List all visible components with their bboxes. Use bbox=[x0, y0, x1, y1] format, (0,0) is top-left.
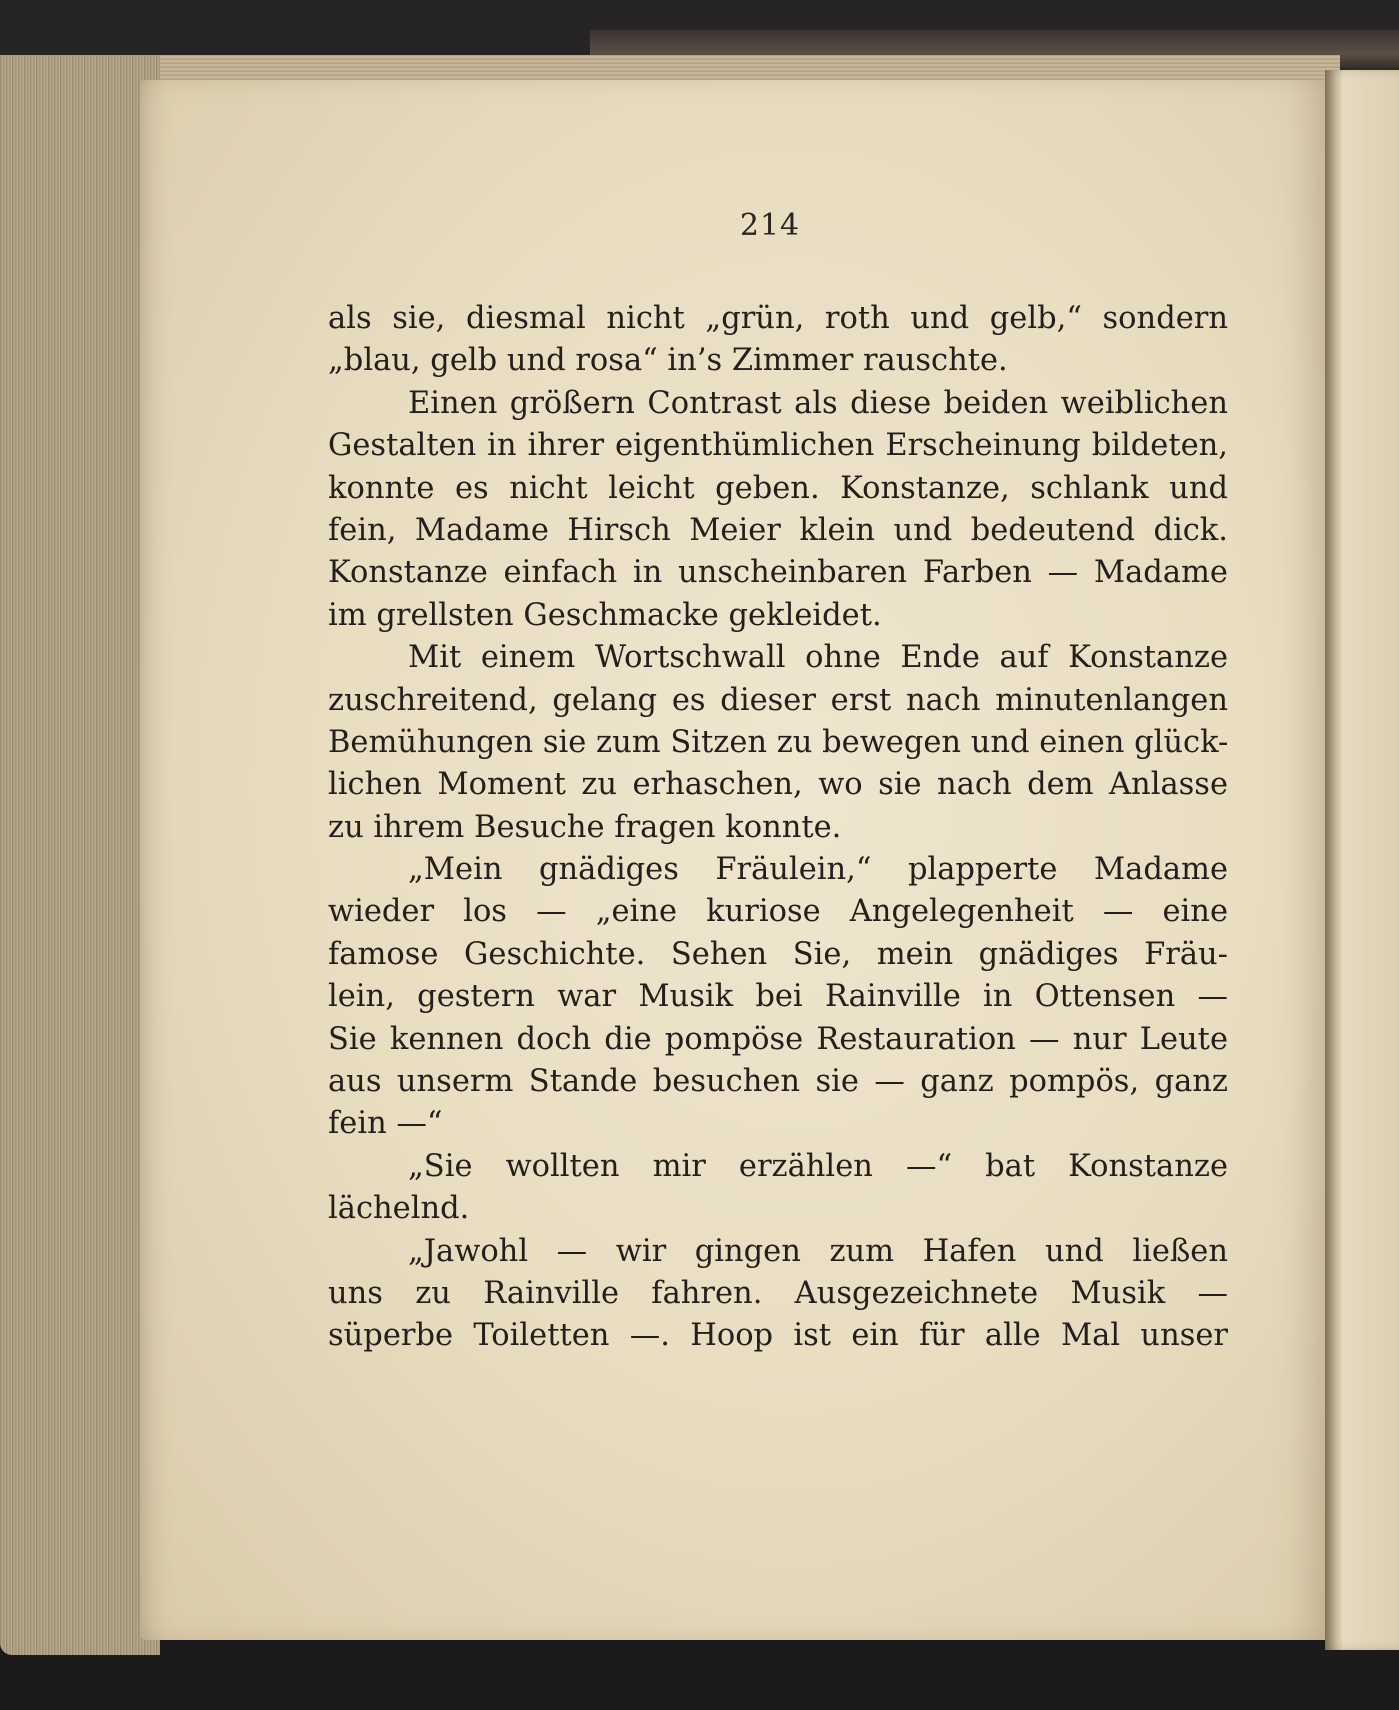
text-line: lein, gestern war Musik bei Rainville in Ottensen — bbox=[328, 979, 1228, 1015]
text-line: als sie, diesmal nicht „grün, roth und gelb,“ sondern bbox=[328, 301, 1228, 336]
text-line: lichen Moment zu erhaschen, wo sie nach dem Anlasse bbox=[328, 767, 1228, 803]
text-line: süperbe Toiletten —. Hoop ist ein für alle Mal unser bbox=[328, 1318, 1228, 1354]
text-line: fein, Madame Hirsch Meier klein und bedeutend dick. bbox=[328, 512, 1228, 548]
text-line: Mit einem Wortschwall ohne Ende auf Konstanze bbox=[408, 640, 1228, 676]
text-line: im grellsten Geschmacke gekleidet. bbox=[328, 597, 882, 633]
page-number: 214 bbox=[739, 208, 801, 243]
text-line: konnte es nicht leicht geben. Konstanze, schlank und bbox=[328, 470, 1228, 506]
text-line: zuschreitend, gelang es dieser erst nach minutenlangen bbox=[328, 682, 1228, 718]
text-line: zu ihrem Besuche fragen konnte. bbox=[328, 809, 842, 845]
page-text bbox=[328, 298, 1228, 1358]
text-line: Gestalten in ihrer eigenthümlichen Erscheinung bildeten, bbox=[328, 428, 1228, 464]
text-line: aus unserm Stande besuchen sie — ganz pompös, ganz bbox=[328, 1064, 1228, 1100]
text-line: „Mein gnädiges Fräulein,“ plapperte Madame bbox=[408, 852, 1228, 888]
page-edges-left bbox=[0, 55, 160, 1655]
text-line: Konstanze einfach in unscheinbaren Farben — Madame bbox=[328, 555, 1228, 591]
text-line: fein —“ bbox=[328, 1106, 443, 1142]
text-line: Sie kennen doch die pompöse Restauration — nur Leute bbox=[328, 1021, 1228, 1057]
text-line: Einen größern Contrast als diese beiden weiblichen bbox=[408, 385, 1228, 421]
text-line: famose Geschichte. Sehen Sie, mein gnädiges Fräu- bbox=[328, 936, 1228, 972]
text-line: uns zu Rainville fahren. Ausgezeichnete Musik — bbox=[328, 1275, 1228, 1311]
text-line: Bemühungen sie zum Sitzen zu bewegen und einen glück- bbox=[328, 724, 1229, 760]
text-line: „Jawohl — wir gingen zum Hafen und ließen bbox=[408, 1233, 1228, 1269]
text-line: „blau, gelb und rosa“ in’s Zimmer rauschte. bbox=[328, 343, 1008, 379]
text-line: „Sie wollten mir erzählen —“ bat Konstanze bbox=[408, 1148, 1228, 1184]
text-line: wieder los — „eine kuriose Angelegenheit — eine bbox=[328, 894, 1228, 930]
text-line: lächelnd. bbox=[328, 1191, 470, 1227]
facing-page bbox=[1325, 70, 1399, 1650]
